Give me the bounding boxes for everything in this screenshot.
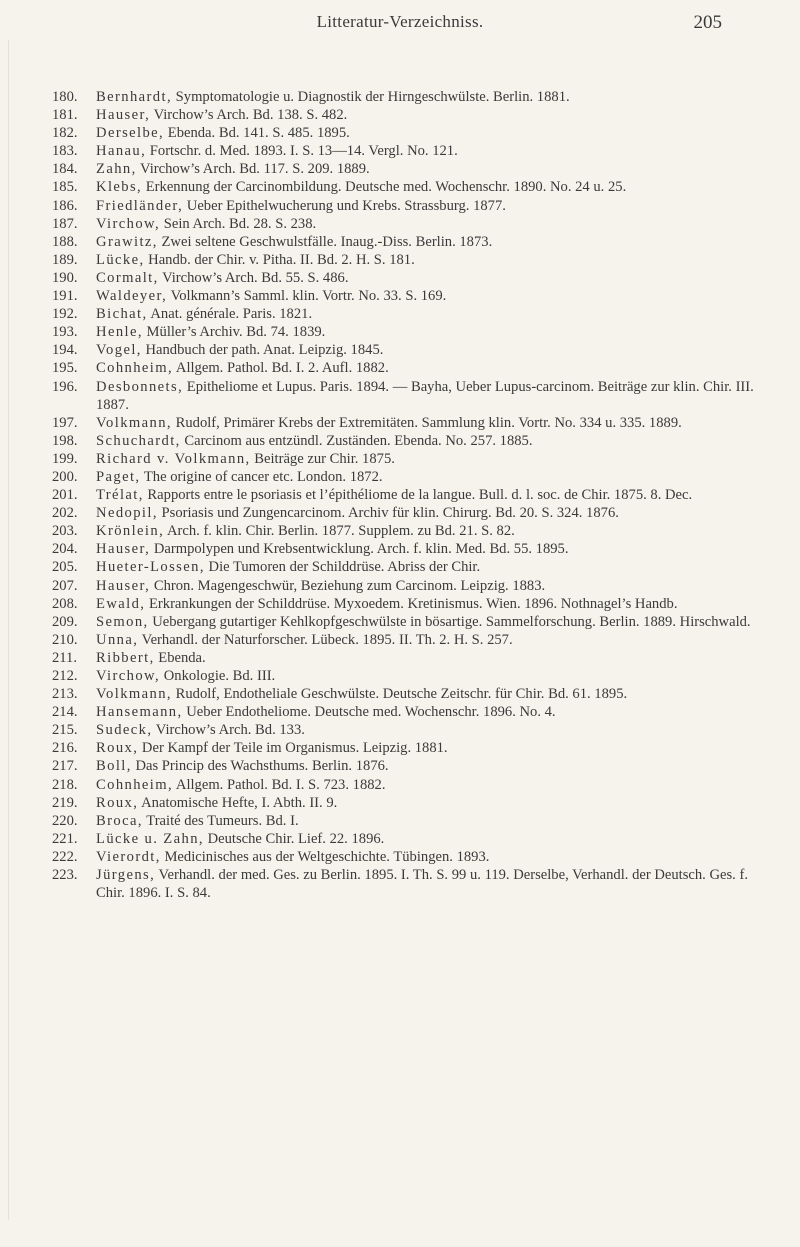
reference-number: 222.	[52, 848, 78, 865]
reference-text: Arch. f. klin. Chir. Berlin. 1877. Supplem. zu Bd. 21. S. 82.	[164, 523, 515, 540]
reference-author: Ewald,	[96, 595, 146, 612]
reference-number: 216.	[52, 740, 78, 757]
reference-number: 182.	[52, 125, 78, 142]
reference-text: Ebenda.	[154, 649, 206, 666]
reference-number: 209.	[52, 613, 78, 630]
reference-entry	[52, 812, 772, 830]
reference-text: Handb. der Chir. v. Pitha. II. Bd. 2. H. S. 181.	[144, 251, 415, 268]
reference-entry	[52, 595, 772, 613]
reference-author: Bichat,	[96, 306, 148, 323]
reference-number: 205.	[52, 559, 78, 576]
reference-author: Desbonnets,	[96, 378, 184, 395]
reference-author: Bernhardt,	[96, 89, 173, 105]
reference-number: 197.	[52, 414, 78, 431]
reference-text: Medicinisches aus der Weltgeschichte. Tübingen. 1893.	[160, 848, 490, 865]
reference-author: Nedopil,	[96, 505, 158, 522]
reference-text: Virchow’s Arch. Bd. 55. S. 486.	[158, 269, 349, 286]
reference-text: Handbuch der path. Anat. Leipzig. 1845.	[141, 342, 384, 359]
reference-entry	[52, 721, 772, 739]
reference-author: Waldeyer,	[96, 288, 168, 305]
reference-author: Cohnheim,	[96, 360, 174, 377]
reference-text: Rapports entre le psoriasis et l’épithéliome de la langue. Bull. d. l. soc. de Chir. 1875. 8. Dec.	[143, 487, 693, 504]
reference-text: Anatomische Hefte, I. Abth. II. 9.	[138, 794, 338, 811]
reference-entry	[52, 685, 772, 703]
reference-number: 201.	[52, 487, 78, 504]
reference-author: Hauser,	[96, 577, 151, 594]
reference-text: Deutsche Chir. Lief. 22. 1896.	[203, 830, 385, 847]
reference-text: Ueber Endotheliome. Deutsche med. Wochenschr. 1896. No. 4.	[182, 704, 556, 721]
reference-number: 199.	[52, 450, 78, 467]
reference-entry	[52, 251, 772, 269]
reference-author: Hanau,	[96, 143, 147, 160]
reference-entry	[52, 739, 772, 757]
reference-entry	[52, 359, 772, 377]
reference-entry	[52, 88, 772, 106]
reference-author: Cohnheim,	[96, 776, 174, 793]
reference-author: Trélat,	[96, 487, 144, 504]
reference-text: Psoriasis und Zungencarcinom. Archiv für klin. Chirurg. Bd. 20. S. 324. 1876.	[157, 505, 619, 522]
reference-entry	[52, 178, 772, 196]
reference-author: Boll,	[96, 758, 132, 775]
reference-text: Virchow’s Arch. Bd. 138. S. 482.	[150, 107, 348, 124]
reference-number: 219.	[52, 794, 78, 811]
reference-entry	[52, 757, 772, 775]
reference-author: Volkmann,	[96, 686, 172, 703]
reference-text: Virchow’s Arch. Bd. 133.	[152, 722, 305, 739]
reference-text: Rudolf, Primärer Krebs der Extremitäten. Sammlung klin. Vortr. No. 334 u. 335. 1889.	[171, 414, 682, 431]
reference-text: Epitheliome et Lupus. Paris. 1894. — Bayha, Ueber Lupus-carcinom. Beiträge zur klin. Chir. III. 1887.	[96, 378, 754, 413]
reference-text: Rudolf, Endotheliale Geschwülste. Deutsche Zeitschr. für Chir. Bd. 61. 1895.	[171, 686, 628, 703]
reference-text: Allgem. Pathol. Bd. I. S. 723. 1882.	[173, 776, 386, 793]
reference-author: Schuchardt,	[96, 432, 181, 449]
reference-author: Hueter-Lossen,	[96, 559, 205, 576]
reference-number: 187.	[52, 215, 78, 232]
reference-entry	[52, 830, 772, 848]
reference-number: 183.	[52, 143, 78, 160]
reference-number: 212.	[52, 668, 78, 684]
reference-entry	[52, 378, 772, 414]
reference-text: Virchow’s Arch. Bd. 117. S. 209. 1889.	[136, 161, 370, 178]
reference-entry	[52, 776, 772, 794]
reference-author: Krönlein,	[96, 523, 165, 540]
reference-entry	[52, 305, 772, 323]
reference-number: 190.	[52, 269, 78, 286]
reference-text: Verhandl. der med. Ges. zu Berlin. 1895. I. Th. S. 99 u. 119. Derselbe, Verhandl. der Deutsch. Ges. f. Chir. 1896. I. S. 84.	[96, 867, 748, 902]
reference-text: Sein Arch. Bd. 28. S. 238.	[160, 215, 317, 232]
reference-text: Müller’s Archiv. Bd. 74. 1839.	[142, 324, 326, 341]
reference-text: Erkrankungen der Schilddrüse. Myxoedem. Kretinismus. Wien. 1896. Nothnagel’s Handb.	[145, 595, 678, 612]
reference-number: 221.	[52, 830, 78, 847]
reference-number: 191.	[52, 288, 78, 305]
reference-number: 194.	[52, 342, 78, 359]
reference-author: Derselbe,	[96, 125, 165, 142]
reference-author: Klebs,	[96, 179, 143, 196]
reference-number: 192.	[52, 306, 78, 323]
reference-number: 200.	[52, 468, 78, 485]
reference-author: Vierordt,	[96, 848, 161, 865]
reference-entry	[52, 414, 772, 432]
reference-author: Lücke,	[96, 251, 145, 268]
reference-number: 210.	[52, 631, 78, 648]
reference-number: 189.	[52, 251, 78, 268]
reference-number: 211.	[52, 649, 77, 666]
reference-number: 184.	[52, 161, 78, 178]
reference-text: The origine of cancer etc. London. 1872.	[140, 468, 383, 485]
reference-text: Symptomatologie u. Diagnostik der Hirngeschwülste. Berlin. 1881.	[172, 89, 570, 105]
reference-number: 213.	[52, 686, 78, 703]
reference-number: 207.	[52, 577, 78, 594]
reference-text: Onkologie. Bd. III.	[160, 668, 276, 684]
reference-number: 220.	[52, 812, 78, 829]
reference-entry	[52, 848, 772, 866]
reference-entry	[52, 504, 772, 522]
reference-author: Virchow,	[96, 215, 161, 232]
reference-author: Hauser,	[96, 541, 151, 558]
reference-author: Virchow,	[96, 668, 161, 684]
reference-entry	[52, 667, 772, 685]
reference-number: 188.	[52, 233, 78, 250]
reference-text: Die Tumoren der Schilddrüse. Abriss der Chir.	[204, 559, 481, 576]
reference-number: 193.	[52, 324, 78, 341]
reference-author: Sudeck,	[96, 722, 153, 739]
reference-entry	[52, 522, 772, 540]
reference-entry	[52, 866, 772, 902]
reference-text: Volkmann’s Samml. klin. Vortr. No. 33. S. 169.	[167, 288, 447, 305]
reference-entry	[52, 160, 772, 178]
reference-text: Uebergang gutartiger Kehlkopfgeschwülste in bösartige. Sammelforschung. Berlin. 1889. Hirschwald.	[148, 613, 751, 630]
reference-entry	[52, 703, 772, 721]
reference-number: 186.	[52, 197, 78, 214]
reference-author: Ribbert,	[96, 649, 155, 666]
reference-author: Paget,	[96, 468, 141, 485]
reference-text: Allgem. Pathol. Bd. I. 2. Aufl. 1882.	[173, 360, 389, 377]
reference-author: Cormalt,	[96, 269, 159, 286]
reference-number: 214.	[52, 704, 78, 721]
reference-author: Volkmann,	[96, 414, 172, 431]
reference-text: Verhandl. der Naturforscher. Lübeck. 1895. II. Th. 2. H. S. 257.	[138, 631, 513, 648]
reference-entry	[52, 269, 772, 287]
reference-text: Zwei seltene Geschwulstfälle. Inaug.-Diss. Berlin. 1873.	[157, 233, 493, 250]
reference-number: 203.	[52, 523, 78, 540]
reference-text: Darmpolypen und Krebsentwicklung. Arch. f. klin. Med. Bd. 55. 1895.	[150, 541, 569, 558]
reference-entry	[52, 450, 772, 468]
reference-number: 180.	[52, 89, 78, 105]
reference-text: Der Kampf der Teile im Organismus. Leipzig. 1881.	[138, 740, 448, 757]
reference-number: 215.	[52, 722, 78, 739]
reference-author: Zahn,	[96, 161, 137, 178]
reference-entry	[52, 486, 772, 504]
reference-author: Semon,	[96, 613, 149, 630]
reference-entry	[52, 577, 772, 595]
reference-entry	[52, 613, 772, 631]
reference-entry	[52, 215, 772, 233]
reference-entry	[52, 558, 772, 576]
reference-author: Vogel,	[96, 342, 142, 359]
reference-author: Friedländer,	[96, 197, 184, 214]
reference-author: Roux,	[96, 740, 139, 757]
reference-number: 204.	[52, 541, 78, 558]
reference-author: Roux,	[96, 794, 139, 811]
reference-number: 181.	[52, 107, 78, 124]
reference-entry	[52, 432, 772, 450]
reference-author: Hansemann,	[96, 704, 183, 721]
reference-text: Carcinom aus entzündl. Zuständen. Ebenda. No. 257. 1885.	[180, 432, 533, 449]
page-edge-line	[8, 40, 9, 1220]
reference-author: Henle,	[96, 324, 143, 341]
reference-number: 195.	[52, 360, 78, 377]
reference-number: 223.	[52, 867, 78, 884]
reference-number: 202.	[52, 505, 78, 522]
reference-number: 217.	[52, 758, 78, 775]
reference-entry	[52, 287, 772, 305]
running-title: Litteratur-Verzeichniss.	[316, 12, 484, 31]
reference-text: Anat. générale. Paris. 1821.	[147, 306, 313, 323]
reference-text: Ebenda. Bd. 141. S. 485. 1895.	[164, 125, 350, 142]
reference-entry	[52, 106, 772, 124]
reference-text: Traité des Tumeurs. Bd. I.	[142, 812, 299, 829]
reference-number: 208.	[52, 595, 78, 612]
reference-author: Richard v. Volkmann,	[96, 450, 251, 467]
reference-text: Chron. Magengeschwür, Beziehung zum Carcinom. Leipzig. 1883.	[150, 577, 546, 594]
reference-number: 218.	[52, 776, 78, 793]
reference-number: 185.	[52, 179, 78, 196]
reference-author: Grawitz,	[96, 233, 158, 250]
reference-entry	[52, 197, 772, 215]
reference-text: Erkennung der Carcinombildung. Deutsche med. Wochenschr. 1890. No. 24 u. 25.	[142, 179, 627, 196]
reference-number: 196.	[52, 378, 78, 395]
reference-entry	[52, 233, 772, 251]
reference-text: Beiträge zur Chir. 1875.	[250, 450, 395, 467]
reference-text: Ueber Epithelwucherung und Krebs. Strassburg. 1877.	[183, 197, 506, 214]
reference-author: Broca,	[96, 812, 143, 829]
reference-text: Fortschr. d. Med. 1893. I. S. 13—14. Vergl. No. 121.	[146, 143, 458, 160]
reference-author: Lücke u. Zahn,	[96, 830, 204, 847]
reference-entry	[52, 341, 772, 359]
reference-number: 198.	[52, 432, 78, 449]
reference-entry	[52, 468, 772, 486]
reference-author: Hauser,	[96, 107, 151, 124]
reference-author: Unna,	[96, 631, 139, 648]
reference-entry	[52, 323, 772, 341]
reference-entry	[52, 649, 772, 667]
reference-author: Jürgens,	[96, 867, 156, 884]
reference-entry	[52, 124, 772, 142]
reference-entry	[52, 631, 772, 649]
page-number: 205	[693, 12, 722, 33]
reference-entry	[52, 794, 772, 812]
reference-list	[52, 88, 772, 902]
reference-entry	[52, 142, 772, 160]
reference-entry	[52, 540, 772, 558]
reference-text: Das Princip des Wachsthums. Berlin. 1876.	[131, 758, 389, 775]
